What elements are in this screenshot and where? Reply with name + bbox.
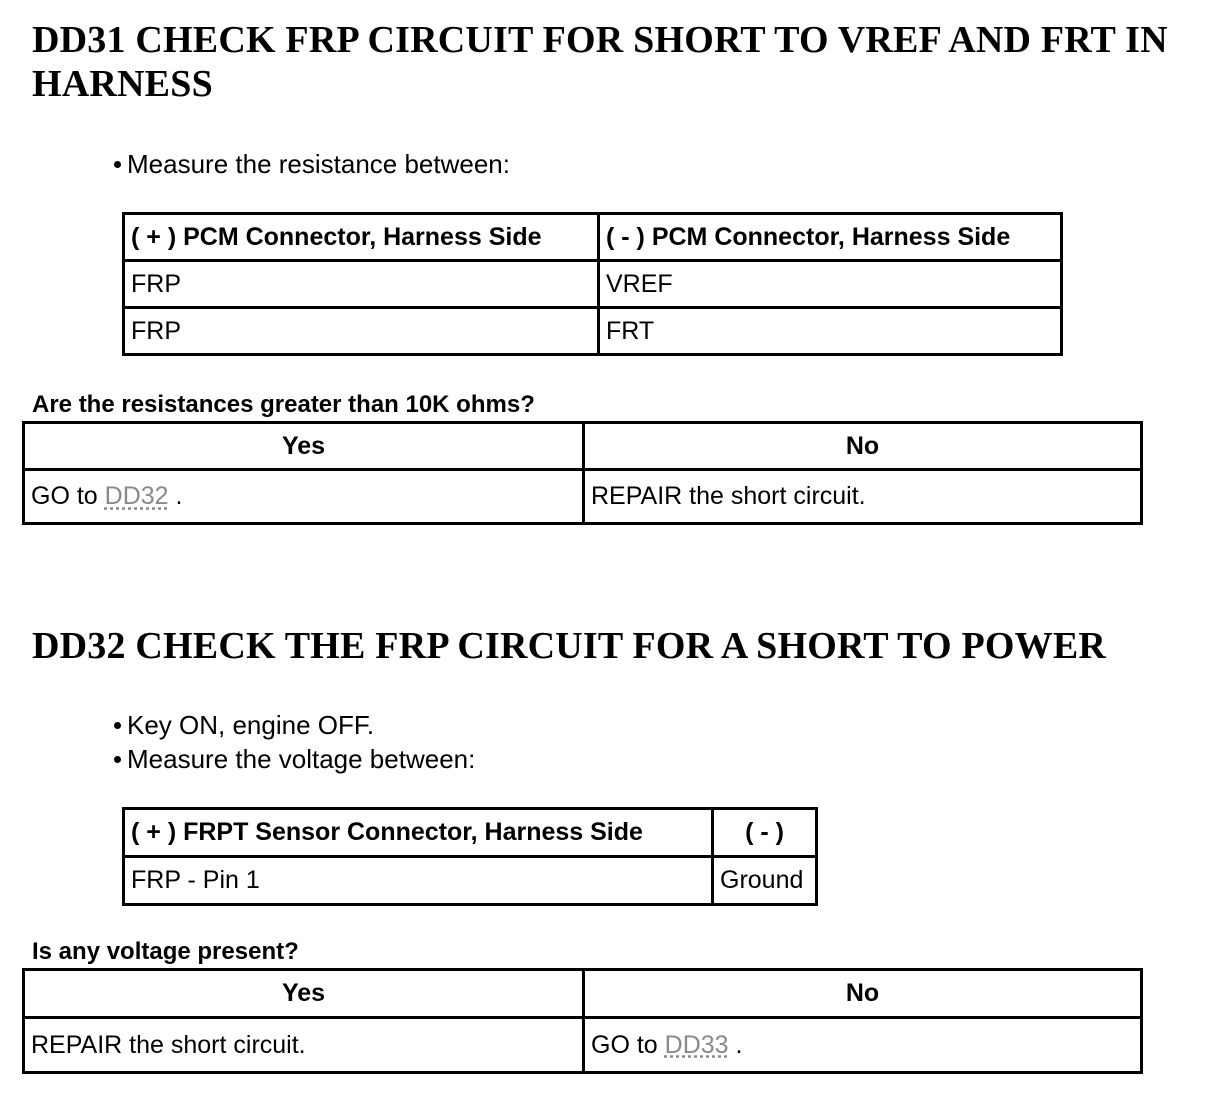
dd31-measure-table bbox=[122, 212, 1063, 356]
yes-header: Yes bbox=[24, 423, 584, 470]
period-text: . bbox=[735, 1030, 743, 1059]
dd32-bullet-text: Measure the voltage between: bbox=[127, 744, 476, 774]
table-cell: VREF bbox=[599, 261, 1062, 308]
no-header: No bbox=[584, 423, 1142, 470]
dd33-link[interactable]: DD33 bbox=[664, 1030, 729, 1059]
table-row bbox=[124, 857, 817, 905]
table-cell: FRT bbox=[599, 308, 1062, 355]
dd32-question: Is any voltage present? bbox=[32, 938, 299, 965]
table-header-row bbox=[124, 214, 1062, 261]
table-cell: Ground bbox=[713, 857, 817, 905]
bullet-icon bbox=[114, 161, 121, 168]
no-cell bbox=[584, 1018, 1142, 1073]
dd31-heading-line1: DD31 CHECK FRP CIRCUIT FOR SHORT TO VREF AND FRT IN bbox=[32, 19, 1168, 61]
yes-cell: REPAIR the short circuit. bbox=[24, 1018, 584, 1073]
dd32-answer-table bbox=[22, 968, 1143, 1074]
dd32-bullet-text: Key ON, engine OFF. bbox=[127, 710, 375, 740]
header-cell: ( - ) bbox=[713, 809, 817, 857]
yes-header: Yes bbox=[24, 970, 584, 1018]
go-to-text: GO to bbox=[591, 1030, 658, 1059]
table-row bbox=[24, 470, 1142, 524]
dd31-bullet-text: Measure the resistance between: bbox=[127, 149, 510, 179]
table-row bbox=[124, 308, 1062, 355]
yes-cell bbox=[24, 470, 584, 524]
table-cell: FRP - Pin 1 bbox=[124, 857, 713, 905]
table-header-row bbox=[24, 970, 1142, 1018]
header-cell: ( - ) PCM Connector, Harness Side bbox=[599, 214, 1062, 261]
table-header-row bbox=[24, 423, 1142, 470]
dd31-question: Are the resistances greater than 10K ohms? bbox=[32, 391, 535, 418]
table-cell: FRP bbox=[124, 308, 599, 355]
dd32-bullet bbox=[114, 742, 475, 776]
dd31-answer-table bbox=[22, 421, 1143, 525]
dd31-heading-line2: HARNESS bbox=[32, 63, 213, 105]
dd31-heading bbox=[32, 18, 1168, 106]
table-row bbox=[24, 1018, 1142, 1073]
header-cell: ( + ) PCM Connector, Harness Side bbox=[124, 214, 599, 261]
table-row bbox=[124, 261, 1062, 308]
dd32-measure-table bbox=[122, 807, 818, 906]
no-header: No bbox=[584, 970, 1142, 1018]
dd32-link[interactable]: DD32 bbox=[104, 482, 169, 510]
bullet-icon bbox=[114, 756, 121, 763]
dd32-bullet bbox=[114, 708, 374, 742]
header-cell: ( + ) FRPT Sensor Connector, Harness Side bbox=[124, 809, 713, 857]
bullet-icon bbox=[114, 722, 121, 729]
dd31-bullet bbox=[114, 147, 510, 181]
period-text: . bbox=[175, 482, 183, 510]
dd32-heading: DD32 CHECK THE FRP CIRCUIT FOR A SHORT TO POWER bbox=[32, 625, 1107, 667]
go-to-text: GO to bbox=[31, 482, 98, 510]
no-cell: REPAIR the short circuit. bbox=[584, 470, 1142, 524]
table-cell: FRP bbox=[124, 261, 599, 308]
table-header-row bbox=[124, 809, 817, 857]
